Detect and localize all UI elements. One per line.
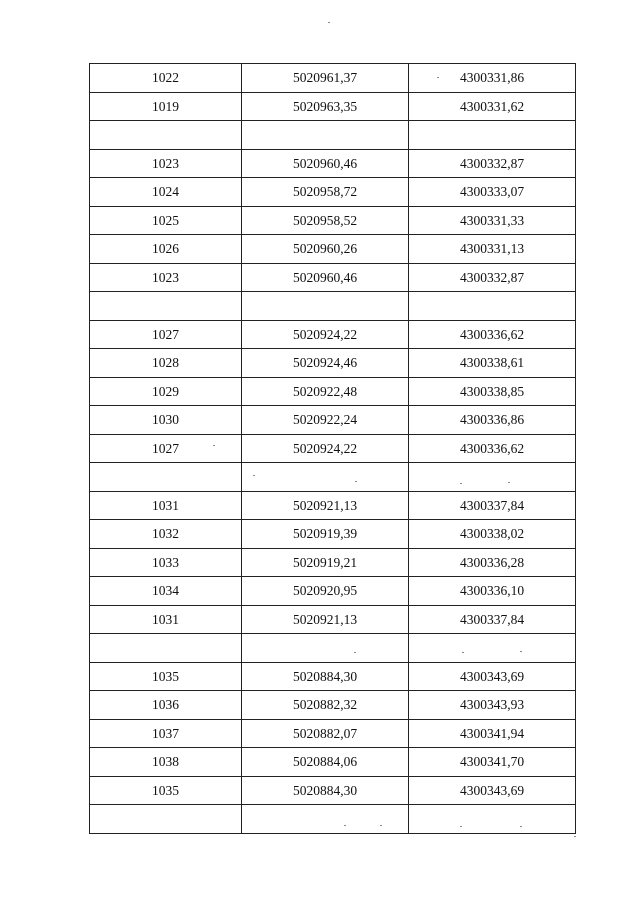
point-number-cell: 1035 xyxy=(90,776,242,805)
scan-speck xyxy=(520,651,522,652)
table-row xyxy=(90,805,576,834)
y-coordinate-cell: 4300341,94 xyxy=(409,719,576,748)
scan-speck xyxy=(508,482,510,483)
point-number-cell: 1033 xyxy=(90,548,242,577)
scan-speck xyxy=(355,481,357,482)
point-number-cell xyxy=(90,463,242,492)
x-coordinate-cell xyxy=(242,805,409,834)
table-row xyxy=(90,577,576,606)
x-coordinate-cell: 5020884,30 xyxy=(242,776,409,805)
x-coordinate-cell: 5020960,46 xyxy=(242,149,409,178)
table-row xyxy=(90,719,576,748)
y-coordinate-cell: 4300332,87 xyxy=(409,149,576,178)
y-coordinate-cell: 4300332,87 xyxy=(409,263,576,292)
coordinates-table xyxy=(89,63,576,834)
x-coordinate-cell: 5020921,13 xyxy=(242,605,409,634)
y-coordinate-cell: 4300331,62 xyxy=(409,92,576,121)
point-number-cell: 1023 xyxy=(90,149,242,178)
x-coordinate-cell: 5020919,39 xyxy=(242,520,409,549)
point-number-cell: 1029 xyxy=(90,377,242,406)
scan-speck xyxy=(380,825,382,826)
x-coordinate-cell: 5020920,95 xyxy=(242,577,409,606)
x-coordinate-cell: 5020924,22 xyxy=(242,434,409,463)
point-number-cell: 1036 xyxy=(90,691,242,720)
point-number-cell: 1032 xyxy=(90,520,242,549)
point-number-cell: 1026 xyxy=(90,235,242,264)
scan-speck xyxy=(437,77,439,78)
y-coordinate-cell: 4300338,85 xyxy=(409,377,576,406)
x-coordinate-cell xyxy=(242,121,409,150)
point-number-cell: 1030 xyxy=(90,406,242,435)
x-coordinate-cell: 5020961,37 xyxy=(242,64,409,93)
point-number-cell: 1025 xyxy=(90,206,242,235)
point-number-cell: 1034 xyxy=(90,577,242,606)
x-coordinate-cell: 5020924,22 xyxy=(242,320,409,349)
y-coordinate-cell xyxy=(409,292,576,321)
table-row xyxy=(90,235,576,264)
table-row xyxy=(90,605,576,634)
y-coordinate-cell: 4300331,13 xyxy=(409,235,576,264)
y-coordinate-cell: 4300331,86 xyxy=(409,64,576,93)
table-row xyxy=(90,691,576,720)
table-row xyxy=(90,64,576,93)
y-coordinate-cell: 4300336,86 xyxy=(409,406,576,435)
point-number-cell: 1024 xyxy=(90,178,242,207)
scan-speck xyxy=(460,826,462,827)
x-coordinate-cell: 5020882,07 xyxy=(242,719,409,748)
table-row xyxy=(90,206,576,235)
table-row xyxy=(90,662,576,691)
point-number-cell: 1031 xyxy=(90,491,242,520)
table-row xyxy=(90,320,576,349)
point-number-cell: 1023 xyxy=(90,263,242,292)
y-coordinate-cell: 4300343,69 xyxy=(409,662,576,691)
x-coordinate-cell: 5020919,21 xyxy=(242,548,409,577)
table-row xyxy=(90,776,576,805)
x-coordinate-cell: 5020924,46 xyxy=(242,349,409,378)
y-coordinate-cell: 4300333,07 xyxy=(409,178,576,207)
x-coordinate-cell: 5020884,30 xyxy=(242,662,409,691)
y-coordinate-cell: 4300336,62 xyxy=(409,320,576,349)
point-number-cell: 1027 xyxy=(90,320,242,349)
table-row xyxy=(90,292,576,321)
scan-speck xyxy=(354,652,356,653)
scan-speck xyxy=(520,826,522,827)
point-number-cell xyxy=(90,292,242,321)
x-coordinate-cell: 5020958,72 xyxy=(242,178,409,207)
x-coordinate-cell xyxy=(242,292,409,321)
scan-speck xyxy=(460,483,462,484)
y-coordinate-cell: 4300337,84 xyxy=(409,491,576,520)
point-number-cell: 1019 xyxy=(90,92,242,121)
point-number-cell: 1037 xyxy=(90,719,242,748)
table-row xyxy=(90,149,576,178)
table-row xyxy=(90,377,576,406)
point-number-cell: 1031 xyxy=(90,605,242,634)
point-number-cell: 1022 xyxy=(90,64,242,93)
y-coordinate-cell: 4300343,69 xyxy=(409,776,576,805)
table-row xyxy=(90,92,576,121)
point-number-cell: 1038 xyxy=(90,748,242,777)
y-coordinate-cell xyxy=(409,463,576,492)
table-row xyxy=(90,748,576,777)
x-coordinate-cell: 5020922,48 xyxy=(242,377,409,406)
x-coordinate-cell: 5020960,46 xyxy=(242,263,409,292)
point-number-cell xyxy=(90,634,242,663)
scan-speck xyxy=(253,475,255,476)
x-coordinate-cell: 5020958,52 xyxy=(242,206,409,235)
x-coordinate-cell: 5020922,24 xyxy=(242,406,409,435)
table-row xyxy=(90,548,576,577)
x-coordinate-cell: 5020882,32 xyxy=(242,691,409,720)
table-row xyxy=(90,434,576,463)
y-coordinate-cell: 4300338,02 xyxy=(409,520,576,549)
scan-speck xyxy=(574,836,576,837)
y-coordinate-cell: 4300341,70 xyxy=(409,748,576,777)
x-coordinate-cell: 5020963,35 xyxy=(242,92,409,121)
point-number-cell: 1028 xyxy=(90,349,242,378)
table-row xyxy=(90,263,576,292)
scan-speck xyxy=(328,22,330,23)
coordinates-table-body xyxy=(90,64,576,834)
x-coordinate-cell xyxy=(242,634,409,663)
x-coordinate-cell: 5020921,13 xyxy=(242,491,409,520)
y-coordinate-cell xyxy=(409,805,576,834)
x-coordinate-cell: 5020960,26 xyxy=(242,235,409,264)
table-row xyxy=(90,406,576,435)
table-row xyxy=(90,491,576,520)
x-coordinate-cell xyxy=(242,463,409,492)
y-coordinate-cell: 4300337,84 xyxy=(409,605,576,634)
point-number-cell xyxy=(90,121,242,150)
table-row xyxy=(90,349,576,378)
scan-speck xyxy=(344,825,346,826)
table-row xyxy=(90,520,576,549)
point-number-cell: 1027 xyxy=(90,434,242,463)
y-coordinate-cell: 4300336,28 xyxy=(409,548,576,577)
table-row xyxy=(90,634,576,663)
point-number-cell xyxy=(90,805,242,834)
y-coordinate-cell: 4300331,33 xyxy=(409,206,576,235)
table-row xyxy=(90,178,576,207)
point-number-cell: 1035 xyxy=(90,662,242,691)
table-row xyxy=(90,121,576,150)
y-coordinate-cell: 4300336,62 xyxy=(409,434,576,463)
scan-speck xyxy=(462,652,464,653)
scan-speck xyxy=(213,445,215,446)
y-coordinate-cell: 4300336,10 xyxy=(409,577,576,606)
table-row xyxy=(90,463,576,492)
y-coordinate-cell xyxy=(409,634,576,663)
x-coordinate-cell: 5020884,06 xyxy=(242,748,409,777)
y-coordinate-cell: 4300343,93 xyxy=(409,691,576,720)
y-coordinate-cell: 4300338,61 xyxy=(409,349,576,378)
y-coordinate-cell xyxy=(409,121,576,150)
